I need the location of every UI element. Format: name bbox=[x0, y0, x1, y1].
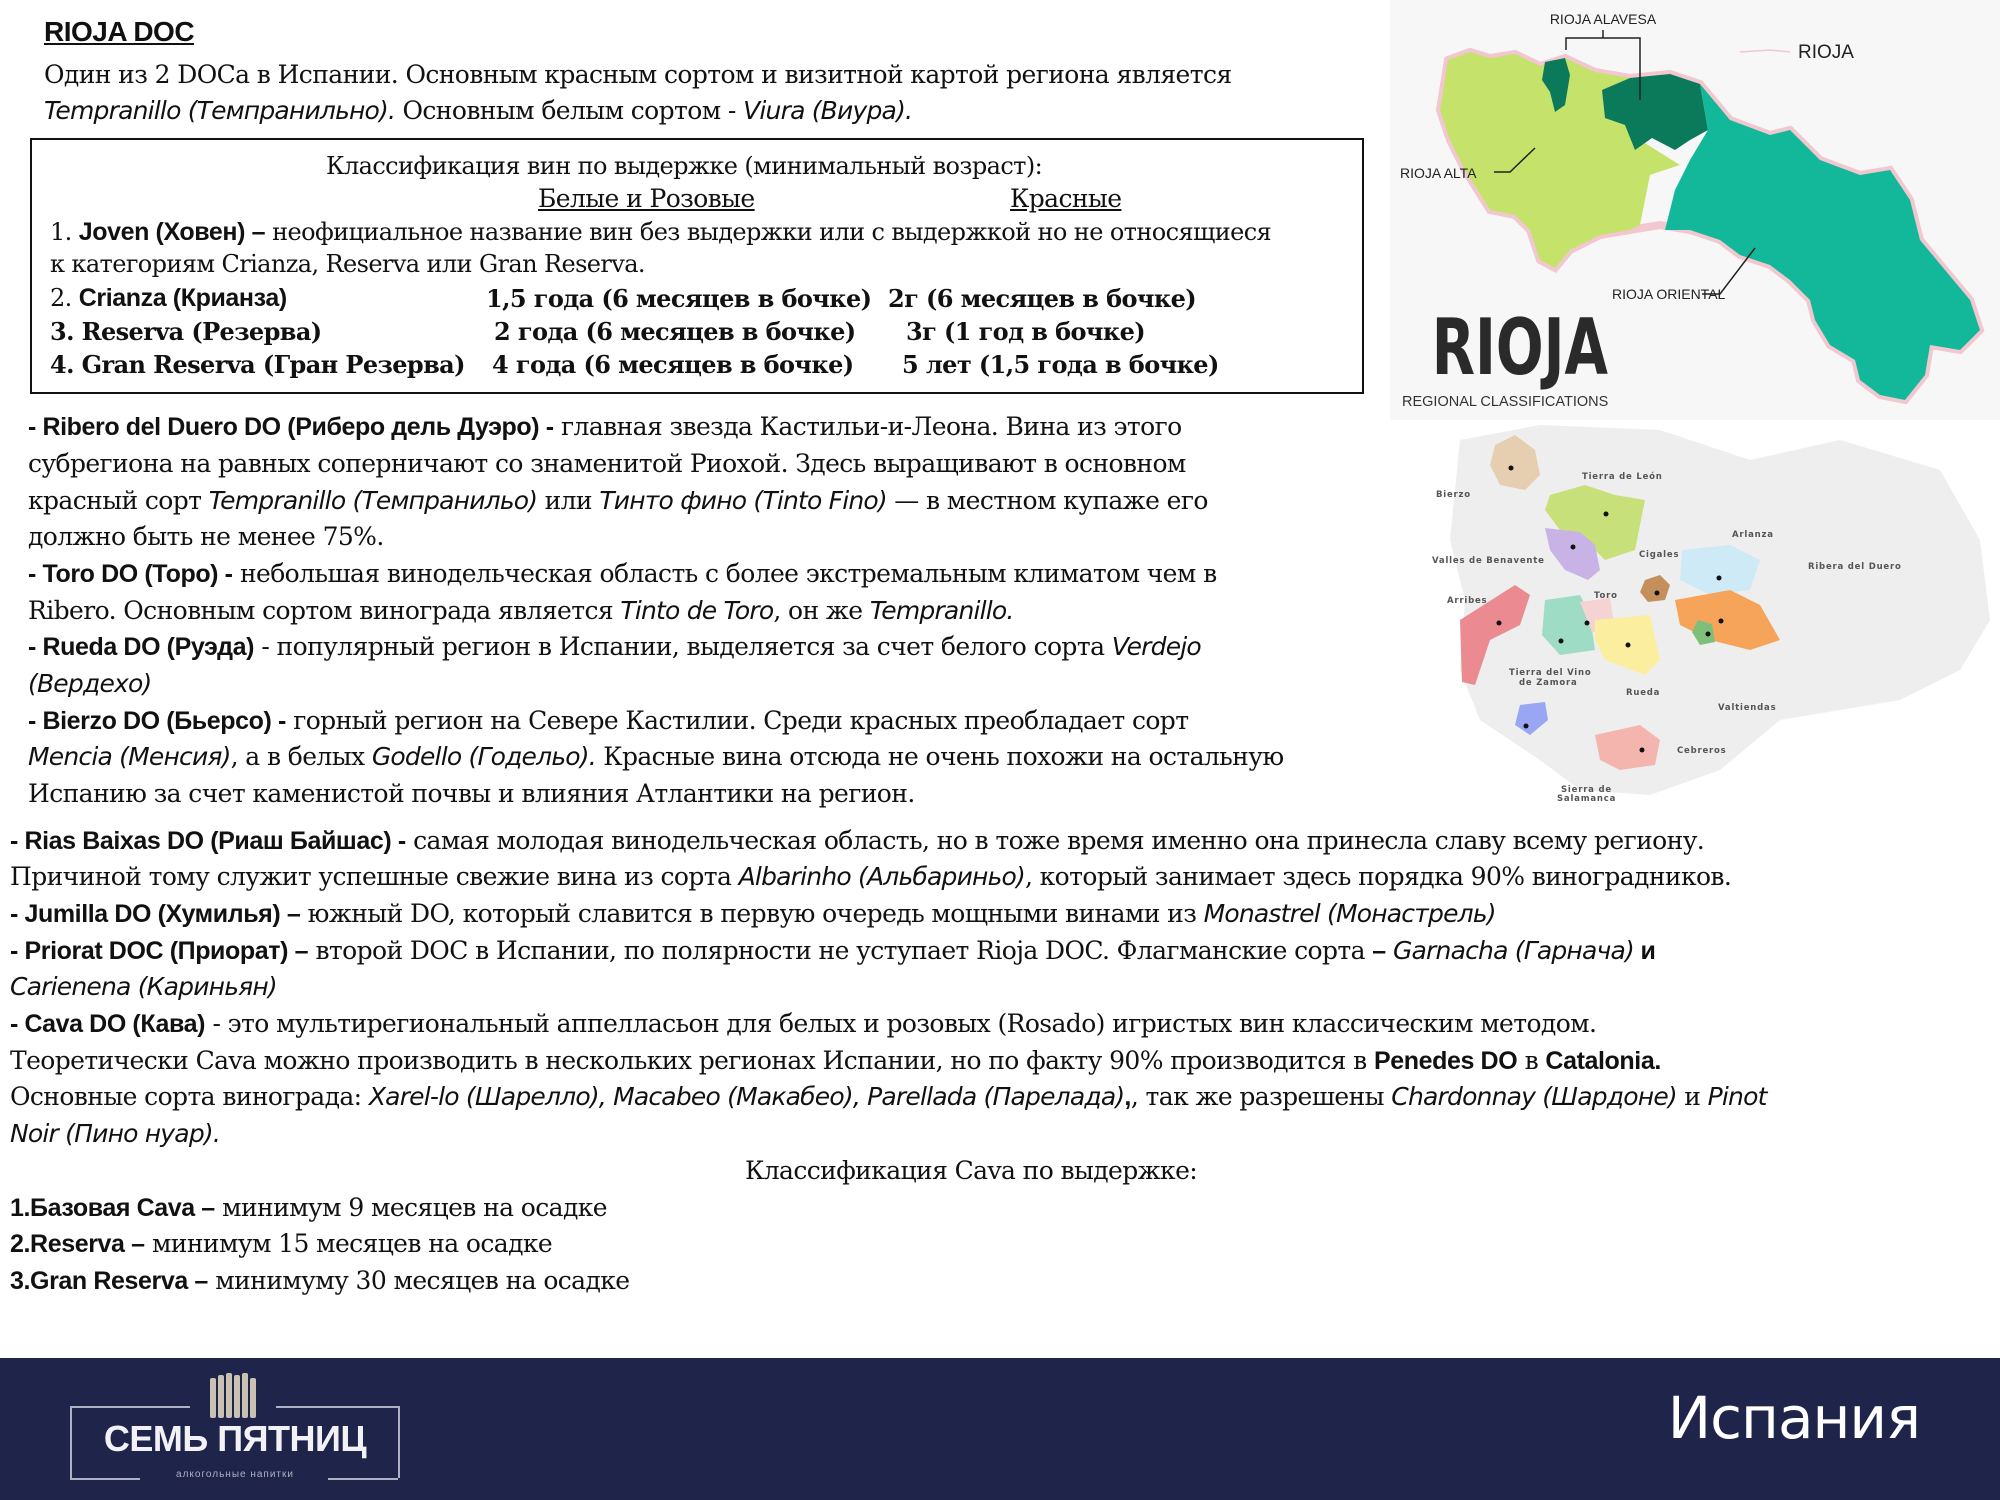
cava-line-1: - Cava DO (Кава) - это мультирегиональный аппелласьон для белых и розовых (Rosado) игристых вин классическим методом. bbox=[10, 1009, 1597, 1038]
cava-class-item: 1.Базовая Cava – минимум 9 месяцев на осадке bbox=[10, 1193, 607, 1222]
aging-row-red: 5 лет (1,5 года в бочке) bbox=[902, 350, 1219, 379]
bierzo-line-3: Испанию за счет каменистой почвы и влияния Атлантики на регион. bbox=[28, 779, 915, 808]
label-rueda: Rueda bbox=[1626, 688, 1661, 698]
logo-name: СЕМЬ ПЯТНИЦ bbox=[103, 1418, 367, 1459]
label-arlanza: Arlanza bbox=[1732, 530, 1774, 540]
aging-classification-box bbox=[30, 138, 1364, 394]
aging-row: 4. Gran Reserva (Гран Резерва) bbox=[50, 350, 465, 379]
dot-valtiendas bbox=[1706, 632, 1711, 637]
cava-line-2: Теоретически Cava можно производить в нескольких регионах Испании, но по факту 90% производится в Penedes DO в Catalonia. bbox=[10, 1046, 1661, 1075]
rueda-line-2: (Вердехо) bbox=[28, 669, 152, 698]
label-tierra-del-vino: Tierra del Vino bbox=[1509, 668, 1592, 678]
rioja-map bbox=[1390, 0, 2000, 420]
label-de-zamora: de Zamora bbox=[1519, 678, 1578, 688]
dot-tierra-del-vino bbox=[1559, 639, 1564, 644]
aging-row-red: 2г (6 месяцев в бочке) bbox=[888, 284, 1197, 313]
label-bierzo: Bierzo bbox=[1436, 490, 1471, 500]
dot-arlanza bbox=[1717, 576, 1722, 581]
label-rioja-oriental: RIOJA ORIENTAL bbox=[1612, 286, 1726, 302]
dot-salamanca bbox=[1524, 724, 1529, 729]
bierzo-line-1: - Bierzo DO (Бьерсо) - горный регион на Севере Кастилии. Среди красных преобладает сорт bbox=[28, 706, 1189, 735]
dot-toro bbox=[1585, 621, 1590, 626]
label-cigales: Cigales bbox=[1639, 550, 1680, 560]
rioja-line-2: Tempranillo (Темпранильно). Основным белым сортом - Viura (Виура). bbox=[44, 96, 913, 125]
label-ribera-del-duero: Ribera del Duero bbox=[1808, 562, 1902, 572]
aging-row: 3. Reserva (Резерва) bbox=[50, 317, 322, 346]
label-rioja-alta: RIOJA ALTA bbox=[1400, 165, 1477, 181]
dot-ribera bbox=[1719, 619, 1724, 624]
rioja-title: RIOJA DOC bbox=[44, 16, 195, 47]
aging-heading: Классификация вин по выдержке (минимальный возраст): bbox=[326, 152, 1043, 180]
label-valles-de-benavente: Valles de Benavente bbox=[1432, 556, 1545, 566]
rueda-line-1: - Rueda DO (Руэда) - популярный регион в Испании, выделяется за счет белого сорта Verdejo bbox=[28, 632, 1201, 661]
dot-rueda bbox=[1626, 643, 1631, 648]
label-toro: Toro bbox=[1594, 591, 1618, 601]
label-cebreros: Cebreros bbox=[1677, 746, 1727, 756]
rioja-line-1: Один из 2 DOCa в Испании. Основным красным сортом и визитной картой региона является bbox=[44, 60, 1232, 89]
rioja-map-subtitle: REGIONAL CLASSIFICATIONS bbox=[1402, 394, 1609, 410]
jumilla-line-1: - Jumilla DO (Хумилья) – южный DO, который славится в первую очередь мощными винами из Monastrel (Монастрель) bbox=[10, 899, 1496, 928]
rioja-map-title: RIOJA bbox=[1431, 302, 1608, 394]
label-arribes: Arribes bbox=[1447, 596, 1488, 606]
ribera-line-1: - Ribero del Duero DO (Риберо дель Дуэро) - главная звезда Кастильи-и-Леона. Вина из этого bbox=[28, 412, 1182, 441]
footer-bar bbox=[0, 1358, 2000, 1500]
aging-row-white: 2 года (6 месяцев в бочке) bbox=[494, 317, 856, 346]
toro-line-2: Ribero. Основным сортом винограда является Tinto de Toro, он же Tempranillo. bbox=[28, 596, 1014, 625]
footer-title: Испания bbox=[1667, 1384, 1920, 1452]
aging-row: 2. Crianza (Крианза) bbox=[50, 284, 287, 312]
dot-cebreros bbox=[1640, 748, 1645, 753]
dot-bierzo bbox=[1509, 466, 1514, 471]
dot-arribes bbox=[1497, 621, 1502, 626]
priorat-line-2: Carienena (Кариньян) bbox=[10, 972, 277, 1001]
cava-line-3: Основные сорта винограда: Xarel-lo (Шарелло), Macabeo (Макабео), Parellada (Парелада),, так же разрешены Chardonnay (Шардоне) и Pinot bbox=[10, 1082, 1767, 1111]
bierzo-line-2: Mencia (Менсия), а в белых Godello (Годельо). Красные вина отсюда не очень похожи на остальную bbox=[28, 742, 1284, 771]
cava-class-item: 2.Reserva – минимум 15 месяцев на осадке bbox=[10, 1229, 553, 1258]
label-salamanca: Salamanca bbox=[1557, 794, 1617, 804]
aging-row-red: 3г (1 год в бочке) bbox=[906, 317, 1146, 346]
toro-line-1: - Toro DO (Торо) - небольшая винодельческая область с более экстремальным климатом чем в bbox=[28, 559, 1217, 588]
rias-line-1: - Rias Baixas DO (Риаш Байшас) - самая молодая винодельческая область, но в тоже время именно она принесла славу всему региону. bbox=[10, 826, 1705, 855]
ribera-line-3: красный сорт Tempranillo (Темпранильо) или Тинто фино (Tinto Fino) — в местном купаже его bbox=[28, 486, 1208, 515]
dot-cigales bbox=[1655, 591, 1660, 596]
cava-class-item: 3.Gran Reserva – минимуму 30 месяцев на осадке bbox=[10, 1266, 630, 1295]
joven-row-continued: к категориям Crianza, Reserva или Gran Reserva. bbox=[50, 250, 645, 278]
label-rioja: RIOJA bbox=[1798, 42, 1854, 63]
ribera-line-2: субрегиона на равных соперничают со знаменитой Риохой. Здесь выращивают в основном bbox=[28, 449, 1186, 478]
aging-row-white: 4 года (6 месяцев в бочке) bbox=[492, 350, 854, 379]
dot-benavente bbox=[1571, 545, 1576, 550]
label-valtiendas: Valtiendas bbox=[1718, 703, 1777, 713]
brand-logo bbox=[70, 1372, 400, 1490]
aging-row-white: 1,5 года (6 месяцев в бочке) bbox=[486, 284, 872, 313]
label-tierra-de-leon: Tierra de León bbox=[1582, 472, 1663, 482]
ribera-line-4: должно быть не менее 75%. bbox=[28, 522, 384, 551]
column-red-header: Красные bbox=[1010, 184, 1122, 213]
cava-classification-heading: Классификация Cava по выдержке: bbox=[745, 1156, 1198, 1185]
priorat-line-1: - Priorat DOC (Приорат) – второй DOC в Испании, по полярности не уступает Rioja DOC. Флагманские сорта – Garnacha (Гарнача) и bbox=[10, 936, 1656, 965]
castilla-leon-map bbox=[1420, 420, 2000, 810]
label-rioja-alavesa: RIOJA ALAVESA bbox=[1549, 11, 1657, 27]
joven-row: 1. Joven (Ховен) – неофициальное название вин без выдержки или с выдержкой но не относящиеся bbox=[50, 218, 1272, 246]
dot-leon bbox=[1604, 512, 1609, 517]
label-sierra-de: Sierra de bbox=[1561, 785, 1612, 795]
rias-line-2: Причиной тому служит успешные свежие вина из сорта Albarinho (Альбариньо), который занимает здесь порядка 90% виноградников. bbox=[10, 862, 1732, 891]
cava-line-4: Noir (Пино нуар). bbox=[10, 1119, 220, 1148]
logo-subtitle: алкогольные напитки bbox=[176, 1469, 294, 1480]
column-white-header: Белые и Розовые bbox=[538, 184, 755, 213]
